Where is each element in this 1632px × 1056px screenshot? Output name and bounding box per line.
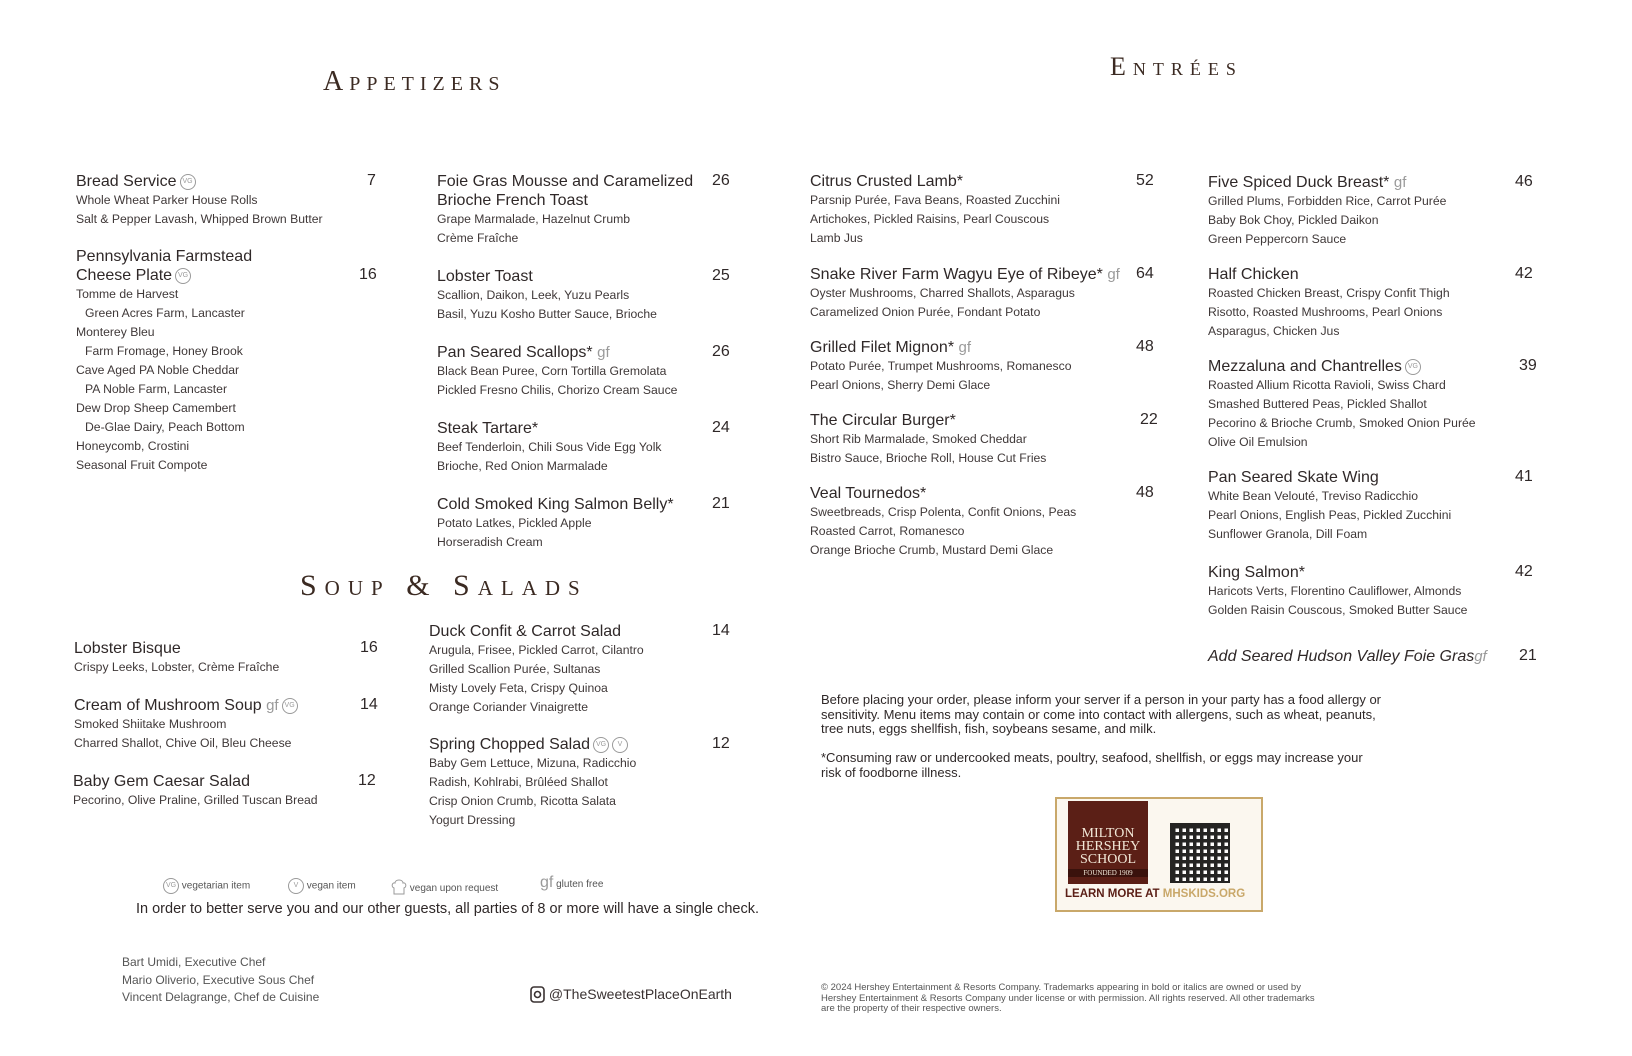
menu-item (437, 495, 737, 552)
desc-line: Grilled Plums, Forbidden Rice, Carrot Purée (1208, 194, 1447, 208)
consume-notice (821, 751, 1363, 780)
desc-line: Horseradish Cream (437, 535, 543, 549)
menu-item (437, 267, 737, 324)
menu-item (1208, 468, 1548, 544)
desc-line: Pearl Onions, English Peas, Pickled Zucchini (1208, 508, 1452, 522)
item-name: Spring Chopped Salad (429, 736, 591, 753)
desc-line: White Bean Velouté, Treviso Radicchio (1208, 489, 1419, 503)
desc-line: Tomme de Harvest (76, 287, 179, 301)
vegan-request-icon: V (612, 737, 628, 753)
desc-line: Sunflower Granola, Dill Foam (1208, 527, 1368, 541)
chef-line: Bart Umidi, Executive Chef (122, 955, 266, 969)
item-name: Duck Confit & Carrot Salad (429, 623, 622, 640)
soup-salads-title: Soup & Salads (300, 569, 588, 602)
menu-item (76, 172, 376, 229)
item-name: Pennsylvania Farmstead (76, 248, 253, 265)
menu-item (1208, 265, 1548, 341)
desc-line: Orange Brioche Crumb, Mustard Demi Glace (810, 543, 1054, 557)
desc-line: Crisp Onion Crumb, Ricotta Salata (429, 794, 616, 808)
desc-line: Golden Raisin Couscous, Smoked Butter Sauce (1208, 603, 1468, 617)
item-name: Baby Gem Caesar Salad (73, 773, 250, 790)
desc-line: Roasted Carrot, Romanesco (810, 524, 965, 538)
menu-item (1208, 563, 1548, 620)
desc-line: Pickled Fresno Chilis, Chorizo Cream Sauce (437, 383, 678, 397)
desc-line: Potato Purée, Trumpet Mushrooms, Romanesco (810, 359, 1072, 373)
allergy-notice (821, 693, 1381, 737)
desc-line: Bistro Sauce, Brioche Roll, House Cut Fries (810, 451, 1047, 465)
menu-item (1208, 647, 1548, 666)
menu-item (810, 338, 1160, 395)
menu-item (76, 247, 376, 475)
item-description (1208, 582, 1548, 620)
gluten-free-tag: gf (540, 874, 554, 891)
item-description (76, 285, 376, 475)
item-description (437, 438, 737, 476)
item-price: 12 (712, 735, 730, 752)
vegetarian-icon: VG (282, 698, 298, 714)
item-price: 46 (1515, 173, 1533, 190)
item-name: Cold Smoked King Salmon Belly* (437, 496, 674, 513)
item-description (437, 210, 737, 248)
desc-line: Roasted Allium Ricotta Ravioli, Swiss Chard (1208, 378, 1446, 392)
chef-line: Vincent Delagrange, Chef de Cuisine (122, 990, 320, 1004)
notice-line: risk of foodborne illness. (821, 764, 962, 780)
item-description (429, 754, 739, 830)
school-logo (1068, 801, 1148, 884)
party-notice: In order to better serve you and our other guests, all parties of 8 or more will have a single check. (136, 901, 760, 917)
item-name: Steak Tartare* (437, 420, 539, 437)
desc-line: Oyster Mushrooms, Charred Shallots, Asparagus (810, 286, 1075, 300)
desc-line: PA Noble Farm, Lancaster (85, 382, 228, 396)
desc-line: Basil, Yuzu Kosho Butter Sauce, Brioche (437, 307, 657, 321)
item-description (437, 286, 737, 324)
item-price: 21 (1519, 647, 1537, 664)
desc-line: Crème Fraîche (437, 231, 519, 245)
logo-founded: FOUNDED 1909 (1068, 869, 1148, 877)
desc-line: Black Bean Puree, Corn Tortilla Gremolata (437, 364, 667, 378)
item-description (1208, 284, 1548, 341)
desc-line: Baby Bok Choy, Pickled Daikon (1208, 213, 1379, 227)
legend-label: gluten free (556, 879, 604, 890)
menu-item (1208, 173, 1548, 249)
item-description (429, 641, 739, 717)
menu-item (437, 419, 737, 476)
desc-line: Smashed Buttered Peas, Pickled Shallot (1208, 397, 1427, 411)
item-price: 41 (1515, 468, 1533, 485)
gluten-free-tag: gf (266, 697, 279, 714)
item-price: 7 (367, 172, 376, 189)
legend-gluten-free (540, 874, 603, 892)
desc-line: Grilled Scallion Purée, Sultanas (429, 662, 601, 676)
item-name: Pan Seared Scallops* (437, 344, 593, 361)
item-description (437, 362, 737, 400)
item-price: 12 (358, 772, 376, 789)
entrees-title: Entrées (1110, 52, 1243, 81)
item-description (74, 658, 384, 677)
copyright-line: Hershey Entertainment & Resorts Company under license or with permission. All rights reserved. All other trademarks (821, 992, 1315, 1004)
gluten-free-tag: gf (597, 344, 610, 361)
desc-line: Potato Latkes, Pickled Apple (437, 516, 592, 530)
desc-line: Olive Oil Emulsion (1208, 435, 1308, 449)
item-description (810, 357, 1160, 395)
item-description (76, 191, 376, 229)
gluten-free-tag: gf (1474, 648, 1487, 665)
badge-cta (1065, 888, 1245, 900)
logo-text: SCHOOL (1079, 852, 1136, 867)
desc-line: Monterey Bleu (76, 325, 155, 339)
item-name: Pan Seared Skate Wing (1208, 469, 1379, 486)
desc-line: Baby Gem Lettuce, Mizuna, Radicchio (429, 756, 637, 770)
desc-line: Brioche, Red Onion Marmalade (437, 459, 608, 473)
vegetarian-icon: VG (1405, 359, 1421, 375)
vegan-icon: V (288, 878, 304, 894)
item-name: Brioche French Toast (437, 192, 588, 209)
badge-url[interactable]: MHSKIDS.ORG (1162, 888, 1246, 900)
gluten-free-tag: gf (958, 339, 972, 356)
desc-line: Orange Coriander Vinaigrette (429, 700, 588, 714)
desc-line: Pecorino, Olive Praline, Grilled Tuscan Bread (73, 793, 318, 807)
desc-line: Misty Lovely Feta, Crispy Quinoa (429, 681, 608, 695)
item-description (74, 715, 384, 753)
desc-line: Dew Drop Sheep Camembert (76, 401, 236, 415)
school-badge[interactable] (1055, 797, 1263, 912)
item-description (810, 503, 1160, 560)
item-price: 42 (1515, 265, 1533, 282)
desc-line: Short Rib Marmalade, Smoked Cheddar (810, 432, 1027, 446)
desc-line: Pecorino & Brioche Crumb, Smoked Onion Purée (1208, 416, 1476, 430)
desc-line: Risotto, Roasted Mushrooms, Pearl Onions (1208, 305, 1443, 319)
item-name: Bread Service (76, 173, 177, 190)
desc-line: Charred Shallot, Chive Oil, Bleu Cheese (74, 736, 292, 750)
logo-text: MILTON (1081, 826, 1135, 841)
item-description (810, 430, 1160, 468)
legend-vegetarian (163, 878, 250, 894)
desc-line: Arugula, Frisee, Pickled Carrot, Cilantro (429, 643, 644, 657)
desc-line: Grape Marmalade, Hazelnut Crumb (437, 212, 631, 226)
vegetarian-icon: VG (163, 878, 179, 894)
desc-line: Crispy Leeks, Lobster, Crème Fraîche (74, 660, 280, 674)
item-price: 21 (712, 495, 730, 512)
desc-line: Lamb Jus (810, 231, 863, 245)
vegetarian-icon: VG (593, 737, 609, 753)
legend-label: vegan item (306, 880, 356, 892)
desc-line: Green Peppercorn Sauce (1208, 232, 1347, 246)
item-name: Mezzaluna and Chantrelles (1208, 358, 1402, 375)
notice-line: Before placing your order, please inform your server if a person in your party has a food allergy or (821, 692, 1382, 707)
item-price: 22 (1140, 411, 1158, 428)
item-price: 16 (360, 639, 378, 656)
item-description (1208, 487, 1548, 544)
legend-vegan-request (391, 878, 498, 899)
item-price: 24 (712, 419, 730, 436)
item-price: 64 (1136, 265, 1154, 282)
item-description (437, 514, 737, 552)
logo-text: HERSHEY (1075, 839, 1141, 854)
menu-item (810, 265, 1160, 322)
instagram-icon (530, 985, 545, 1006)
menu-item (73, 772, 383, 810)
desc-line: Yogurt Dressing (429, 813, 516, 827)
vegetarian-icon: VG (175, 268, 191, 284)
menu-item (429, 735, 739, 830)
item-description (810, 191, 1160, 248)
legend-label: vegan upon request (409, 883, 499, 895)
copyright-line: © 2024 Hershey Entertainment & Resorts Company. Trademarks appearing in bold or italics are owned or used by (821, 982, 1301, 993)
badge-cta-text: LEARN MORE AT (1065, 888, 1160, 900)
item-price: 16 (359, 266, 377, 283)
item-name: Cream of Mushroom Soup (74, 697, 262, 714)
social-handle[interactable] (530, 985, 732, 1006)
gluten-free-tag: gf (1393, 174, 1407, 191)
desc-line: Artichokes, Pickled Raisins, Pearl Couscous (810, 212, 1050, 226)
item-price: 14 (360, 696, 378, 713)
item-description (73, 791, 383, 810)
copyright (821, 983, 1315, 1015)
desc-line: Seasonal Fruit Compote (76, 458, 208, 472)
item-name: Add Seared Hudson Valley Foie Gras (1208, 648, 1475, 665)
desc-line: Caramelized Onion Purée, Fondant Potato (810, 305, 1041, 319)
desc-line: Radish, Kohlrabi, Brûléed Shallot (429, 775, 608, 789)
item-price: 14 (712, 622, 730, 639)
chef-line: Mario Oliverio, Executive Sous Chef (122, 972, 315, 987)
item-name: Veal Tournedos* (810, 485, 927, 502)
desc-line: Smoked Shiitake Mushroom (74, 717, 227, 731)
notice-line: tree nuts, eggs shellfish, fish, soybeans sesame, and milk. (821, 721, 1157, 736)
menu-item (810, 411, 1160, 468)
item-name: Lobster Toast (437, 268, 533, 285)
item-price: 52 (1136, 172, 1154, 189)
item-name: Foie Gras Mousse and Caramelized (437, 173, 694, 190)
legend-label: vegetarian item (181, 880, 251, 892)
item-description (810, 284, 1160, 322)
desc-line: Scallion, Daikon, Leek, Yuzu Pearls (437, 288, 630, 302)
desc-line: Parsnip Purée, Fava Beans, Roasted Zucchini (810, 193, 1060, 207)
item-name: Citrus Crusted Lamb* (810, 173, 963, 190)
desc-line: Haricots Verts, Florentino Cauliflower, Almonds (1208, 584, 1462, 598)
menu-item (429, 622, 739, 717)
item-price: 26 (712, 343, 730, 360)
notice-line: sensitivity. Menu items may contain or come into contact with allergens, such as wheat, peanuts, (821, 706, 1376, 722)
desc-line: Salt & Pepper Lavash, Whipped Brown Butter (76, 212, 323, 226)
gluten-free-tag: gf (1107, 266, 1120, 283)
menu-item (74, 696, 384, 753)
desc-line: Farm Fromage, Honey Brook (85, 344, 243, 358)
item-price: 25 (712, 267, 730, 284)
notice-line: *Consuming raw or undercooked meats, poultry, seafood, shellfish, or eggs may increase your (821, 750, 1363, 765)
chef-credits (122, 954, 319, 1007)
item-price: 26 (712, 172, 730, 189)
desc-line: Whole Wheat Parker House Rolls (76, 193, 258, 207)
copyright-line: are the property of their respective owners. (821, 1003, 1002, 1014)
appetizers-title: Appetizers (323, 66, 506, 97)
item-description (1208, 192, 1548, 249)
menu-item (810, 484, 1160, 560)
desc-line: Green Acres Farm, Lancaster (85, 306, 245, 320)
menu-item (437, 343, 737, 400)
item-price: 42 (1515, 563, 1533, 580)
menu-item (810, 172, 1160, 248)
item-name: Snake River Farm Wagyu Eye of Ribeye* (810, 266, 1103, 283)
item-name: Five Spiced Duck Breast* (1208, 174, 1390, 191)
item-name: Grilled Filet Mignon* (810, 339, 955, 356)
item-price: 48 (1136, 484, 1154, 501)
social-label: @TheSweetestPlaceOnEarth (548, 986, 732, 1003)
menu-item (74, 639, 384, 677)
item-description (1208, 376, 1548, 452)
legend-vegan (288, 878, 356, 894)
chef-hat-icon (391, 878, 407, 899)
desc-line: Asparagus, Chicken Jus (1208, 324, 1340, 338)
item-name: Cheese Plate (76, 267, 173, 284)
item-name: Half Chicken (1208, 266, 1299, 283)
item-name: The Circular Burger* (810, 412, 956, 429)
desc-line: Cave Aged PA Noble Cheddar (76, 363, 240, 377)
item-name: Lobster Bisque (74, 640, 181, 657)
desc-line: Sweetbreads, Crisp Polenta, Confit Onions, Peas (810, 505, 1077, 519)
item-name: King Salmon* (1208, 564, 1305, 581)
vegetarian-icon: VG (180, 174, 196, 190)
desc-line: De-Glae Dairy, Peach Bottom (85, 420, 245, 434)
desc-line: Honeycomb, Crostini (76, 439, 190, 453)
menu-item (1208, 357, 1548, 452)
item-price: 48 (1136, 338, 1154, 355)
desc-line: Beef Tenderloin, Chili Sous Vide Egg Yolk (437, 440, 662, 454)
desc-line: Pearl Onions, Sherry Demi Glace (810, 378, 991, 392)
qr-code-icon (1172, 825, 1228, 881)
menu-item (437, 172, 737, 248)
desc-line: Roasted Chicken Breast, Crispy Confit Thigh (1208, 286, 1450, 300)
item-price: 39 (1519, 357, 1537, 374)
